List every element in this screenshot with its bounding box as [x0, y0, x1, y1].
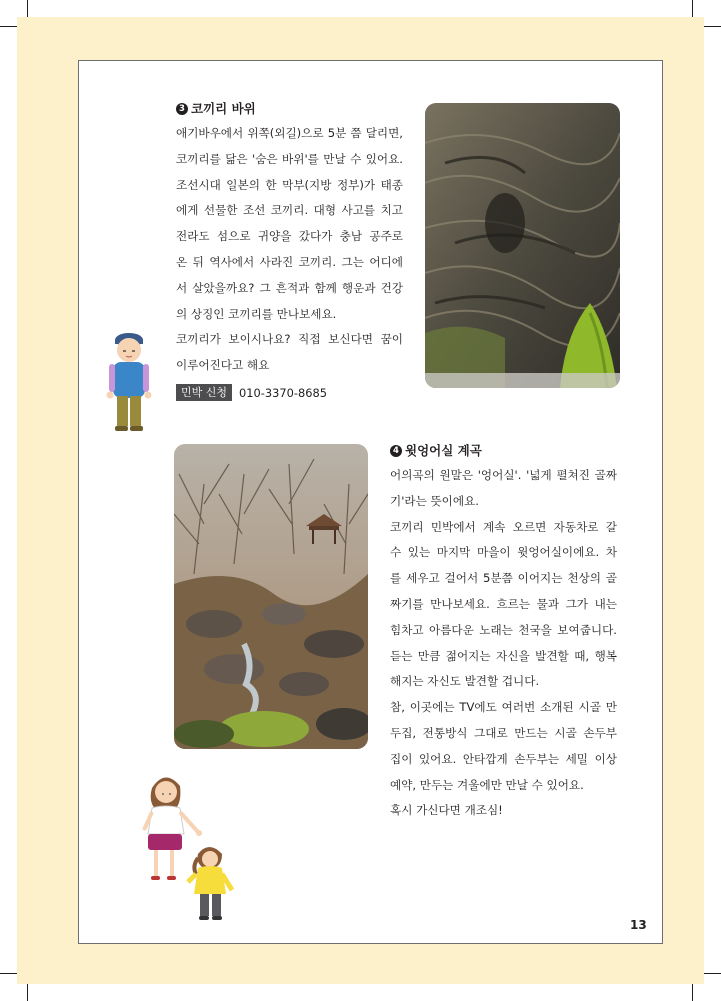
body-line: 힘차고 아름다운 노래는 천국을 보여줍니다. — [390, 622, 617, 637]
section-3-number: 3 — [176, 103, 188, 115]
section-3-heading — [176, 101, 256, 117]
body-line: 혹시 가신다면 개조심! — [390, 803, 503, 818]
body-line: 이루어진다고 해요 — [176, 358, 270, 373]
body-line: 코끼리가 보이시나요? 직접 보신다면 꿈이 — [176, 332, 403, 347]
crop-mark — [692, 981, 693, 1001]
body-line: 기'라는 뜻이에요. — [390, 493, 479, 508]
crop-mark — [701, 26, 721, 27]
crop-mark — [27, 981, 28, 1001]
contact-row — [176, 384, 327, 401]
section-4-body — [390, 463, 617, 824]
body-line: 듣는 만큼 젊어지는 자신을 발견할 때, 행복 — [390, 648, 617, 663]
body-line: 에게 선물한 조선 코끼리. 대형 사고를 치고 — [176, 203, 403, 218]
body-line: 전라도 섬으로 귀양을 갔다가 충남 공주로 — [176, 229, 403, 244]
body-line: 코끼리를 닮은 '숨은 바위'를 만날 수 있어요. — [176, 151, 403, 166]
body-line: 예약, 만두는 겨울에만 만날 수 있어요. — [390, 777, 584, 792]
body-line: 를 세우고 걸어서 5분쯤 이어지는 천상의 골 — [390, 571, 617, 586]
rock-photo — [425, 103, 620, 388]
section-4-heading — [390, 443, 482, 459]
body-line: 서 살았을까요? 그 흔적과 함께 행운과 건강 — [176, 280, 403, 295]
body-line: 참, 이곳에는 TV에도 여러번 소개된 시골 만 — [390, 700, 617, 715]
crop-mark — [701, 973, 721, 974]
boy-illustration — [100, 330, 160, 435]
body-line: 해지는 자신도 발견할 겁니다. — [390, 674, 540, 689]
body-line: 코끼리 민박에서 계속 오르면 자동차로 갈 — [390, 519, 617, 534]
body-line: 조선시대 일본의 한 막부(지방 정부)가 태종 — [176, 177, 403, 192]
section-4-number: 4 — [390, 445, 402, 457]
mother-child-illustration — [138, 770, 238, 930]
valley-photo — [174, 444, 368, 749]
body-line: 어의곡의 원말은 '엉어실'. '넓게 펼쳐진 골짜 — [390, 468, 617, 482]
body-line: 두집, 전통방식 그대로 만드는 시골 손두부 — [390, 725, 617, 740]
body-line: 온 뒤 역사에서 사라진 코끼리. 그는 어디에 — [176, 254, 403, 269]
body-line: 짜기를 만나보세요. 흐르는 물과 그가 내는 — [390, 596, 617, 611]
body-line: 의 상징인 코끼리를 만나보세요. — [176, 306, 337, 321]
body-line: 수 있는 마지막 마을이 윗엉어실이에요. 차 — [390, 545, 617, 560]
page-number: 13 — [630, 918, 647, 932]
section-4-title: 윗엉어실 계곡 — [405, 443, 482, 458]
phone-number: 010-3370-8685 — [239, 385, 327, 400]
lodging-tag: 민박 신청 — [176, 384, 232, 401]
section-3-title: 코끼리 바위 — [191, 101, 256, 116]
body-line: 집이 있어요. 안타깝게 손두부는 세밀 이상 — [390, 751, 617, 766]
body-line: 애기바우에서 위쪽(외길)으로 5분 쯤 달리면, — [176, 126, 403, 140]
section-3-body — [176, 121, 403, 379]
